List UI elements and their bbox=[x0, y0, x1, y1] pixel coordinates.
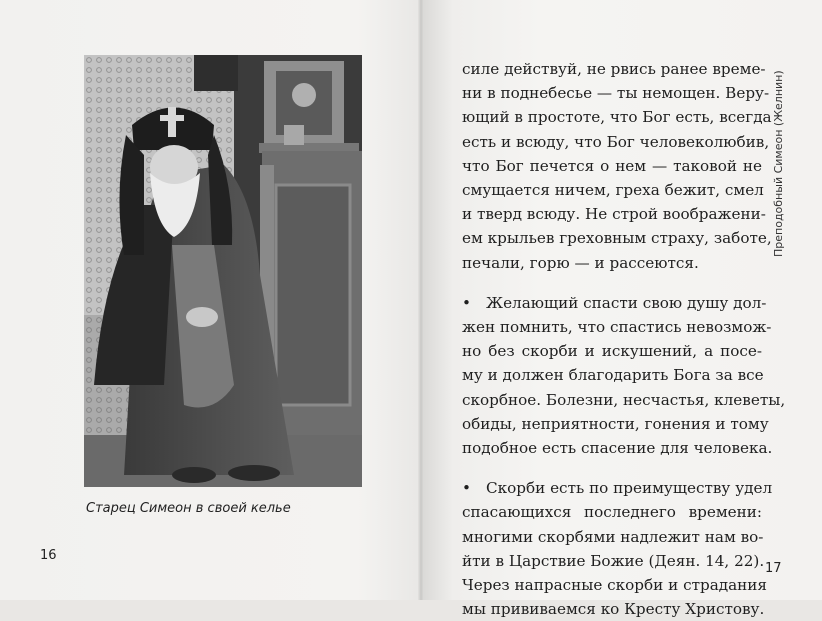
text-line-content: Желающий спасти свою душу дол- bbox=[486, 293, 767, 312]
text-line-bulleted bbox=[462, 476, 773, 500]
text-line: подобное есть спасение для человека. bbox=[462, 439, 773, 458]
bullet-glyph: • bbox=[462, 293, 471, 312]
book-gutter bbox=[418, 0, 424, 600]
text-line: ющий в простоте, что Бог есть, всегда bbox=[462, 108, 772, 127]
running-head-text: Преподобный Симеон (Желнин) bbox=[772, 70, 785, 257]
text-line: Через напрасные скорби и страдания bbox=[462, 576, 767, 595]
photo-image bbox=[84, 55, 362, 487]
text-line-bulleted bbox=[462, 291, 767, 315]
text-line: силе действуй, не рвись ранее време- bbox=[462, 60, 766, 78]
text-line: и тверд всюду. Не строй воображени- bbox=[462, 205, 766, 224]
text-line: ни в поднебесье — ты немощен. Веру- bbox=[462, 84, 770, 103]
text-line: мы прививаемся ко Кресту Христову. bbox=[462, 600, 765, 619]
text-line: что Бог печется о нем — таковой не bbox=[462, 156, 762, 175]
page-number-left: 16 bbox=[40, 548, 57, 563]
text-line: жен помнить, что спастись невозмож- bbox=[462, 318, 772, 337]
page-number-right: 17 bbox=[765, 561, 782, 576]
text-line: смущается ничем, греха бежит, смел bbox=[462, 181, 764, 200]
text-line: есть и всюду, что Бог человеколюбив, bbox=[462, 132, 770, 151]
text-line: му и должен благодарить Бога за все bbox=[462, 366, 764, 385]
bullet-glyph: • bbox=[462, 479, 471, 498]
photo-elder-in-cell bbox=[84, 55, 362, 487]
text-line: скорбное. Болезни, несчастья, клеветы, bbox=[462, 390, 786, 409]
photo-caption: Старец Симеон в своей келье bbox=[86, 501, 291, 516]
text-line: многими скорбями надлежит нам во- bbox=[462, 527, 764, 546]
left-page bbox=[0, 0, 421, 600]
text-line: но без скорби и искушений, а посе- bbox=[462, 342, 762, 361]
text-line: печали, горю — и рассеются. bbox=[462, 253, 699, 272]
text-line: ем крыльев греховным страху, заботе, bbox=[462, 229, 772, 248]
text-line-content: Скорби есть по преимуществу удел bbox=[486, 479, 773, 498]
running-head bbox=[772, 57, 790, 257]
text-line: йти в Царствие Божие (Деян. 14, 22). bbox=[462, 551, 765, 570]
text-line: обиды, неприятности, гонения и тому bbox=[462, 414, 769, 433]
text-line: спасающихся последнего времени: bbox=[462, 503, 762, 522]
